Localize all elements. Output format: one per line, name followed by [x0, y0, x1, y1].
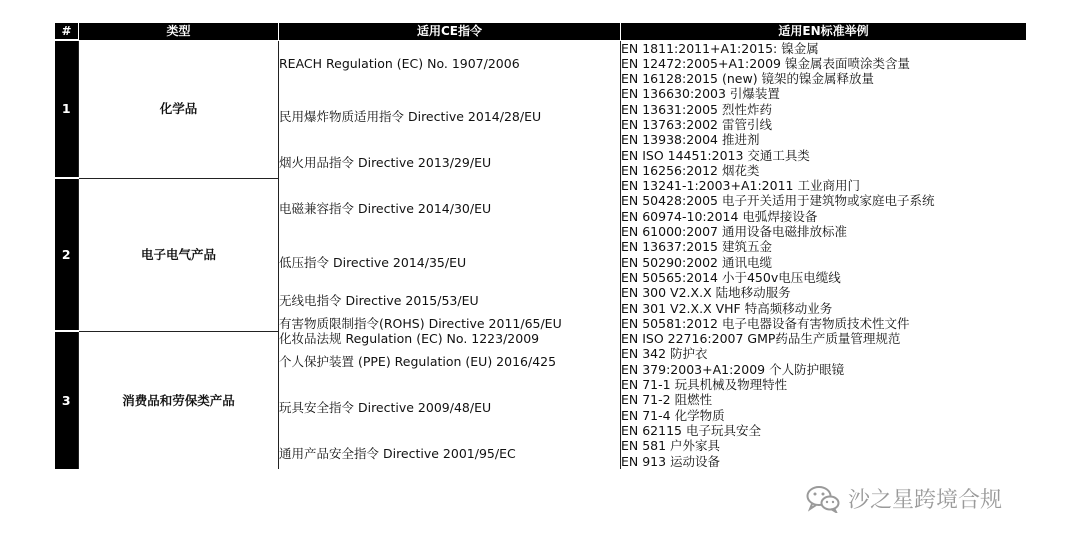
en-standards [621, 40, 1027, 86]
en-standard-item: EN 342 防护衣 [621, 346, 708, 362]
en-standards [621, 239, 1027, 285]
table-body [55, 40, 1027, 469]
header-row [55, 23, 1027, 41]
en-standards [621, 346, 1027, 377]
ce-directive: 低压指令 Directive 2014/35/EU [279, 239, 621, 285]
en-standard-item: EN 50581:2012 电子电器设备有害物质技术性文件 [621, 315, 910, 331]
en-standards [621, 316, 1027, 331]
group-number: 3 [55, 331, 79, 469]
en-standards [621, 331, 1027, 346]
group-number: 1 [55, 40, 79, 178]
ce-directive: 民用爆炸物质适用指令 Directive 2014/28/EU [279, 86, 621, 147]
en-standard-item: EN 13631:2005 烈性炸药 [621, 101, 772, 117]
en-standard-item: EN 300 V2.X.X 陆地移动服务 [621, 285, 791, 301]
en-standard-item: EN 71-1 玩具机械及物理特性 [621, 377, 788, 393]
en-standard-item: EN 16256:2012 烟花类 [621, 162, 760, 178]
header-en-standard: 适用EN标准举例 [621, 23, 1027, 41]
table-row [55, 331, 1027, 346]
group-number: 2 [55, 178, 79, 331]
en-standard-item: EN 13637:2015 建筑五金 [621, 239, 772, 255]
en-standard-item: EN 1811:2011+A1:2015: 镍金属 [621, 40, 819, 56]
en-standard-item: EN 50565:2014 小于450v电压电缆线 [621, 269, 841, 285]
ce-directive: 烟火用品指令 Directive 2013/29/EU [279, 148, 621, 179]
en-standard-item: EN 60974-10:2014 电弧焊接设备 [621, 208, 818, 224]
en-standard-item: EN 16128:2015 (new) 镜架的镍金属释放量 [621, 71, 875, 87]
en-standard-item: EN 61000:2007 通用设备电磁排放标准 [621, 224, 847, 240]
product-category: 消费品和劳保类产品 [79, 331, 279, 469]
product-category: 电子电气产品 [79, 178, 279, 331]
en-standard-item: EN 581 户外家具 [621, 438, 721, 454]
en-standards [621, 86, 1027, 147]
en-standard-item: EN 50290:2002 通讯电缆 [621, 254, 772, 270]
en-standards [621, 148, 1027, 179]
table-row [55, 178, 1027, 239]
en-standards [621, 438, 1027, 469]
ce-directive: 电磁兼容指令 Directive 2014/30/EU [279, 178, 621, 239]
en-standard-item: EN 13938:2004 推进剂 [621, 132, 760, 148]
en-standard-item: EN 71-4 化学物质 [621, 407, 725, 423]
ce-directive: REACH Regulation (EC) No. 1907/2006 [279, 40, 621, 86]
watermark [806, 483, 1002, 514]
header-category: 类型 [79, 23, 279, 41]
en-standard-item: EN 50428:2005 电子开关适用于建筑物或家庭电子系统 [621, 193, 935, 209]
table-row [55, 40, 1027, 86]
watermark-text: 沙之星跨境合规 [848, 488, 1003, 513]
ce-directive: 化妆品法规 Regulation (EC) No. 1223/2009 [279, 331, 621, 346]
ce-directive: 个人保护装置 (PPE) Regulation (EU) 2016/425 [279, 346, 621, 377]
en-standard-item: EN 13763:2002 雷管引线 [621, 116, 772, 132]
en-standards [621, 377, 1027, 438]
en-standard-item: EN 12472:2005+A1:2009 镍金属表面喷涂类含量 [621, 55, 910, 71]
en-standard-item: EN 913 运动设备 [621, 453, 721, 469]
en-standards [621, 285, 1027, 316]
en-standard-item: EN 136630:2003 引爆装置 [621, 86, 780, 102]
en-standard-item: EN 301 V2.X.X VHF 特高频移动业务 [621, 300, 833, 316]
en-standard-item: EN ISO 14451:2013 交通工具类 [621, 147, 810, 163]
header-number: # [55, 23, 79, 41]
wechat-icon [806, 485, 840, 513]
en-standard-item: EN 62115 电子玩具安全 [621, 422, 761, 438]
product-category: 化学品 [79, 40, 279, 178]
ce-directive: 玩具安全指令 Directive 2009/48/EU [279, 377, 621, 438]
en-standard-item: EN 379:2003+A1:2009 个人防护眼镜 [621, 361, 845, 377]
ce-directives-table [54, 22, 1027, 469]
en-standards [621, 178, 1027, 239]
ce-directive: 无线电指令 Directive 2015/53/EU [279, 285, 621, 316]
ce-directive: 通用产品安全指令 Directive 2001/95/EC [279, 438, 621, 469]
en-standard-item: EN 13241-1:2003+A1:2011 工业商用门 [621, 178, 860, 194]
en-standard-item: EN ISO 22716:2007 GMP药品生产质量管理规范 [621, 331, 901, 347]
header-ce-directive: 适用CE指令 [279, 23, 621, 41]
en-standard-item: EN 71-2 阻燃性 [621, 392, 713, 408]
ce-directive: 有害物质限制指令(ROHS) Directive 2011/65/EU [279, 316, 621, 331]
